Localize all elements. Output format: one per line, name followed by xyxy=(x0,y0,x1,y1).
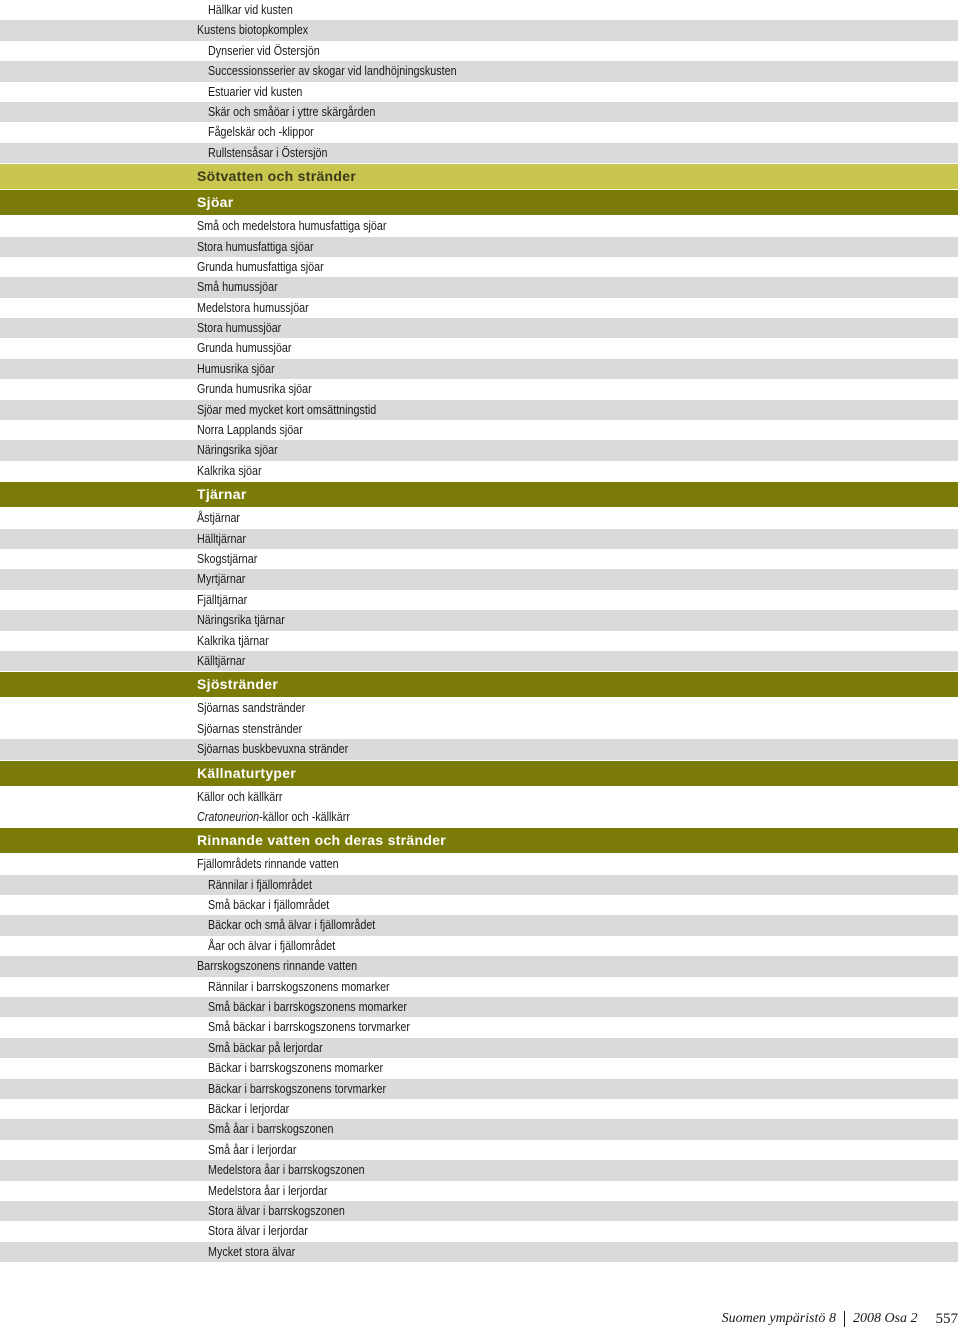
list-subitem xyxy=(0,1119,958,1139)
section-heading-label: Sjöstränder xyxy=(197,676,279,693)
list-item-label: Successionsserier av skogar vid landhöjningskusten xyxy=(208,64,457,79)
list-item-label: Grunda humussjöar xyxy=(197,341,292,356)
list-item xyxy=(0,590,958,610)
list-item-label: Fjälltjärnar xyxy=(197,592,248,607)
list-item xyxy=(0,698,958,718)
list-item-label: Humusrika sjöar xyxy=(197,361,275,376)
list-item-label: Medelstora åar i barrskogszonen xyxy=(208,1163,365,1178)
list-item-label: Skär och småöar i yttre skärgården xyxy=(208,104,376,119)
list-item-label: Små bäckar i barrskogszonens torvmarker xyxy=(208,1020,410,1035)
list-subitem xyxy=(0,1201,958,1221)
list-item xyxy=(0,529,958,549)
section-heading xyxy=(0,828,958,853)
list-item-label: Mycket stora älvar xyxy=(208,1244,296,1259)
page-footer xyxy=(722,1308,960,1330)
list-item-label: Källtjärnar xyxy=(197,653,246,668)
list-item-text: -källor och -källkärr xyxy=(259,809,350,824)
list-item-label: Bäckar i lerjordar xyxy=(208,1101,290,1116)
list-item xyxy=(0,631,958,651)
list-item-label: Näringsrika tjärnar xyxy=(197,613,285,628)
list-item-label: Fjällområdets rinnande vatten xyxy=(197,857,339,872)
list-item-label: Hällkar vid kusten xyxy=(208,3,293,17)
taxon-name: Cratoneurion xyxy=(197,809,260,824)
list-item-label: Grunda humusrika sjöar xyxy=(197,382,312,397)
section-heading-label: Sötvatten och stränder xyxy=(197,168,357,185)
list-item-label: Medelstora åar i lerjordar xyxy=(208,1183,328,1198)
page-number: 557 xyxy=(935,1310,958,1327)
list-subitem xyxy=(0,82,958,102)
list-item-label: Stora humusfattiga sjöar xyxy=(197,239,314,254)
list-item xyxy=(0,461,958,481)
list-item-label: Små bäckar på lerjordar xyxy=(208,1040,323,1055)
list-item-label: Åstjärnar xyxy=(197,511,241,526)
list-subitem xyxy=(0,1099,958,1119)
list-subitem xyxy=(0,1160,958,1180)
list-item-label: Små åar i barrskogszonen xyxy=(208,1122,334,1137)
list-item xyxy=(0,956,958,976)
list-subitem xyxy=(0,875,958,895)
list-item xyxy=(0,257,958,277)
list-item xyxy=(0,651,958,671)
list-item-label xyxy=(197,807,350,827)
list-item-label: Stora älvar i lerjordar xyxy=(208,1224,308,1239)
list-item-label: Kalkrika sjöar xyxy=(197,463,262,478)
list-item-label: Bäckar i barrskogszonens torvmarker xyxy=(208,1081,387,1096)
list-subitem xyxy=(0,0,958,20)
section-heading xyxy=(0,672,958,697)
list-item-label: Dynserier vid Östersjön xyxy=(208,43,320,58)
list-item-label: Kustens biotopkomplex xyxy=(197,23,309,38)
section-heading xyxy=(0,482,958,507)
list-item-label: Stora älvar i barrskogszonen xyxy=(208,1203,345,1218)
list-item-label: Små bäckar i barrskogszonens momarker xyxy=(208,1000,407,1015)
list-item xyxy=(0,807,958,827)
list-item-label: Små humussjöar xyxy=(197,280,278,295)
list-item xyxy=(0,318,958,338)
list-item-label: Medelstora humussjöar xyxy=(197,300,309,315)
list-item-label: Små och medelstora humusfattiga sjöar xyxy=(197,219,387,234)
footer-issue: 8 xyxy=(828,1311,836,1326)
list-item-label: Rännilar i fjällområdet xyxy=(208,877,312,892)
list-item xyxy=(0,379,958,399)
list-item-label: Små bäckar i fjällområdet xyxy=(208,898,330,913)
list-item xyxy=(0,277,958,297)
list-subitem xyxy=(0,895,958,915)
section-heading-label: Källnaturtyper xyxy=(197,764,297,781)
list-subitem xyxy=(0,1079,958,1099)
list-item-label: Åar och älvar i fjällområdet xyxy=(208,938,336,953)
list-subitem xyxy=(0,1221,958,1241)
list-item-label: Bäckar och små älvar i fjällområdet xyxy=(208,918,376,933)
list-item-label: Skogstjärnar xyxy=(197,551,258,566)
list-subitem xyxy=(0,122,958,142)
list-item xyxy=(0,719,958,739)
list-item xyxy=(0,549,958,569)
list-subitem xyxy=(0,61,958,81)
list-subitem xyxy=(0,1038,958,1058)
list-subitem xyxy=(0,1017,958,1037)
list-item-label: Rullstensåsar i Östersjön xyxy=(208,145,328,160)
list-item xyxy=(0,508,958,528)
list-subitem xyxy=(0,1242,958,1262)
list-item xyxy=(0,610,958,630)
list-item-label: Fågelskär och -klippor xyxy=(208,125,314,140)
list-item xyxy=(0,216,958,236)
list-item-label: Norra Lapplands sjöar xyxy=(197,423,303,438)
list-item-label: Rännilar i barrskogszonens momarker xyxy=(208,979,390,994)
footer-part: Osa 2 xyxy=(884,1311,918,1326)
list-item-label: Sjöarnas stenstränder xyxy=(197,721,303,736)
list-item-label: Näringsrika sjöar xyxy=(197,443,278,458)
list-item xyxy=(0,237,958,257)
list-subitem xyxy=(0,1140,958,1160)
list-item xyxy=(0,787,958,807)
list-item-label: Sjöarnas sandstränder xyxy=(197,701,306,716)
list-subitem xyxy=(0,143,958,163)
list-item-label: Små åar i lerjordar xyxy=(208,1142,297,1157)
list-item-label: Stora humussjöar xyxy=(197,321,282,336)
section-heading-label: Sjöar xyxy=(197,194,234,211)
list-item xyxy=(0,338,958,358)
footer-separator xyxy=(844,1311,845,1327)
list-item xyxy=(0,420,958,440)
list-subitem xyxy=(0,1058,958,1078)
section-heading-label: Tjärnar xyxy=(197,486,247,503)
footer-publication: Suomen ympäristö xyxy=(721,1311,826,1326)
list-item-label: Estuarier vid kusten xyxy=(208,84,303,99)
list-item xyxy=(0,400,958,420)
list-item-label: Hälltjärnar xyxy=(197,531,246,546)
list-item xyxy=(0,20,958,40)
list-subitem xyxy=(0,977,958,997)
list-subitem xyxy=(0,102,958,122)
list-item-label: Kalkrika tjärnar xyxy=(197,633,269,648)
list-item xyxy=(0,440,958,460)
section-heading-label: Rinnande vatten och deras stränder xyxy=(197,832,447,849)
section-heading xyxy=(0,164,958,189)
list-item-label: Sjöar med mycket kort omsättningstid xyxy=(197,402,377,417)
list-item-label: Myrtjärnar xyxy=(197,572,246,587)
list-subitem xyxy=(0,997,958,1017)
list-item-label: Sjöarnas buskbevuxna stränder xyxy=(197,742,349,757)
section-heading xyxy=(0,190,958,215)
list-subitem xyxy=(0,1181,958,1201)
section-heading xyxy=(0,761,958,786)
list-item xyxy=(0,739,958,759)
list-item xyxy=(0,569,958,589)
list-item-label: Källor och källkärr xyxy=(197,789,283,804)
list-item-label: Bäckar i barrskogszonens momarker xyxy=(208,1061,384,1076)
list-subitem xyxy=(0,936,958,956)
list-item xyxy=(0,854,958,874)
list-item xyxy=(0,359,958,379)
list-subitem xyxy=(0,41,958,61)
list-item-label: Grunda humusfattiga sjöar xyxy=(197,259,324,274)
list-item-label: Barrskogszonens rinnande vatten xyxy=(197,959,358,974)
footer-year: 2008 xyxy=(852,1311,881,1326)
list-item xyxy=(0,298,958,318)
list-subitem xyxy=(0,915,958,935)
